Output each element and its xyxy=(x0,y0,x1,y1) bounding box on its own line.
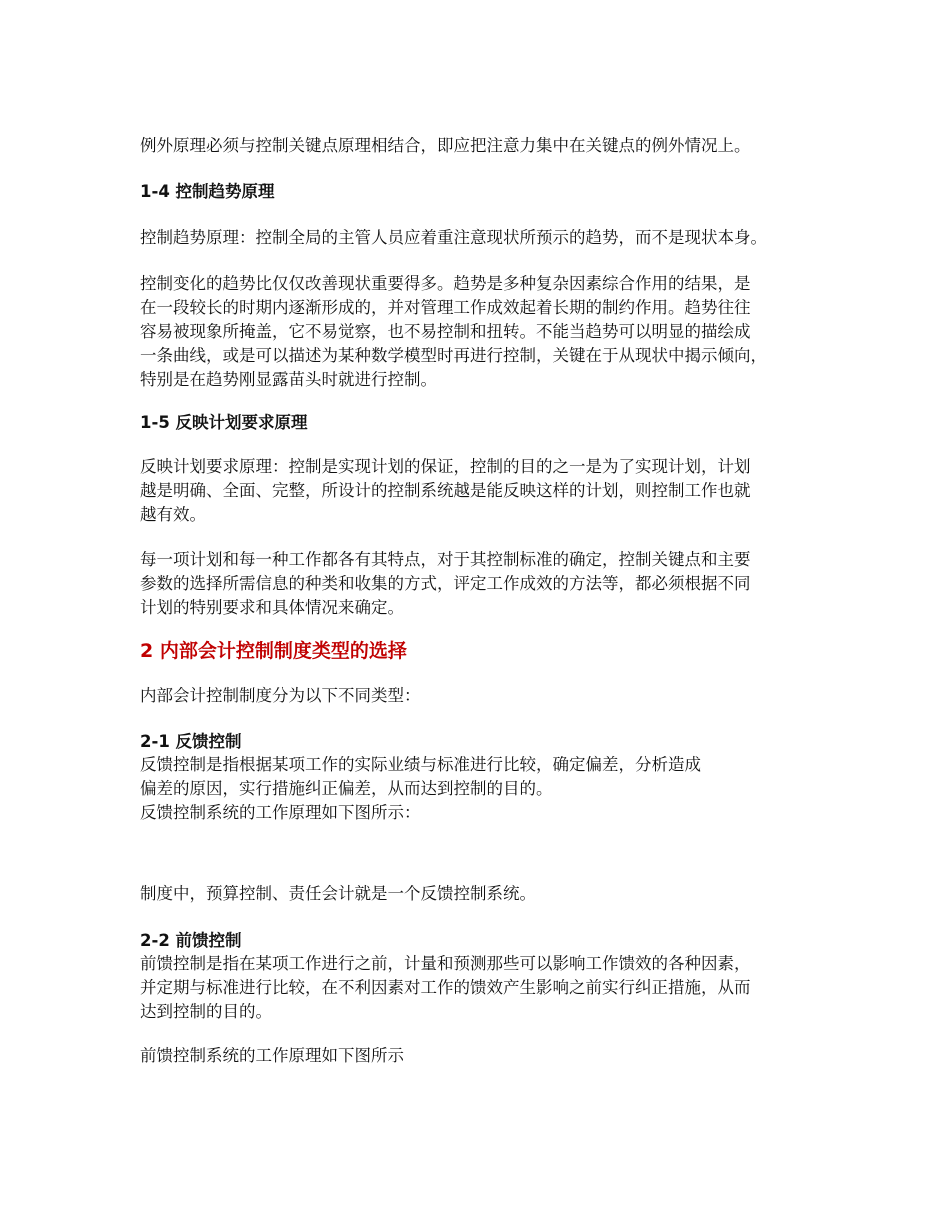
paragraph-line: 反映计划要求原理：控制是实现计划的保证，控制的目的之一是为了实现计划，计划 xyxy=(140,457,751,476)
paragraph-line: 越是明确、全面、完整，所设计的控制系统越是能反映这样的计划，则控制工作也就 xyxy=(140,481,751,500)
paragraph-line: 计划的特别要求和具体情况来确定。 xyxy=(140,598,404,617)
paragraph-line: 偏差的原因，实行措施纠正偏差，从而达到控制的目的。 xyxy=(140,779,553,798)
paragraph-line: 达到控制的目的。 xyxy=(140,1002,272,1021)
paragraph-line: 在一段较长的时期内逐渐形成的，并对管理工作成效起着长期的制约作用。趋势往往 xyxy=(140,298,751,317)
paragraph: 前馈控制系统的工作原理如下图所示 xyxy=(140,1046,404,1065)
paragraph-line: 反馈控制是指根据某项工作的实际业绩与标准进行比较，确定偏差，分析造成 xyxy=(140,755,701,774)
paragraph-line: 控制变化的趋势比仅仅改善现状重要得多。趋势是多种复杂因素综合作用的结果，是 xyxy=(140,274,751,293)
paragraph: 例外原理必须与控制关键点原理相结合，即应把注意力集中在关键点的例外情况上。 xyxy=(140,136,751,155)
section-heading-2-2: 2-2 前馈控制 xyxy=(140,931,242,950)
paragraph-line: 反馈控制系统的工作原理如下图所示： xyxy=(140,803,421,822)
section-heading-1-4: 1-4 控制趋势原理 xyxy=(140,182,275,201)
paragraph-line: 特别是在趋势刚显露苗头时就进行控制。 xyxy=(140,370,437,389)
paragraph-line: 每一项计划和每一种工作都各有其特点，对于其控制标准的确定，控制关键点和主要 xyxy=(140,550,751,569)
paragraph-line: 参数的选择所需信息的种类和收集的方式，评定工作成效的方法等，都必须根据不同 xyxy=(140,574,751,593)
section-heading-1-5: 1-5 反映计划要求原理 xyxy=(140,413,308,432)
paragraph: 控制趋势原理：控制全局的主管人员应着重注意现状所预示的趋势，而不是现状本身。 xyxy=(140,228,767,247)
paragraph-line: 一条曲线，或是可以描述为某种数学模型时再进行控制，关键在于从现状中揭示倾向， xyxy=(140,346,767,365)
section-heading-2-1: 2-1 反馈控制 xyxy=(140,732,242,751)
paragraph-line: 前馈控制是指在某项工作进行之前，计量和预测那些可以影响工作馈效的各种因素， xyxy=(140,954,751,973)
paragraph: 制度中，预算控制、责任会计就是一个反馈控制系统。 xyxy=(140,884,536,903)
paragraph-line: 容易被现象所掩盖，它不易觉察，也不易控制和扭转。不能当趋势可以明显的描绘成 xyxy=(140,322,751,341)
paragraph-line: 并定期与标准进行比较，在不利因素对工作的馈效产生影响之前实行纠正措施，从而 xyxy=(140,978,751,997)
paragraph: 内部会计控制制度分为以下不同类型： xyxy=(140,686,421,705)
paragraph-line: 越有效。 xyxy=(140,505,206,524)
chapter-heading-2: 2 内部会计控制制度类型的选择 xyxy=(140,640,407,662)
